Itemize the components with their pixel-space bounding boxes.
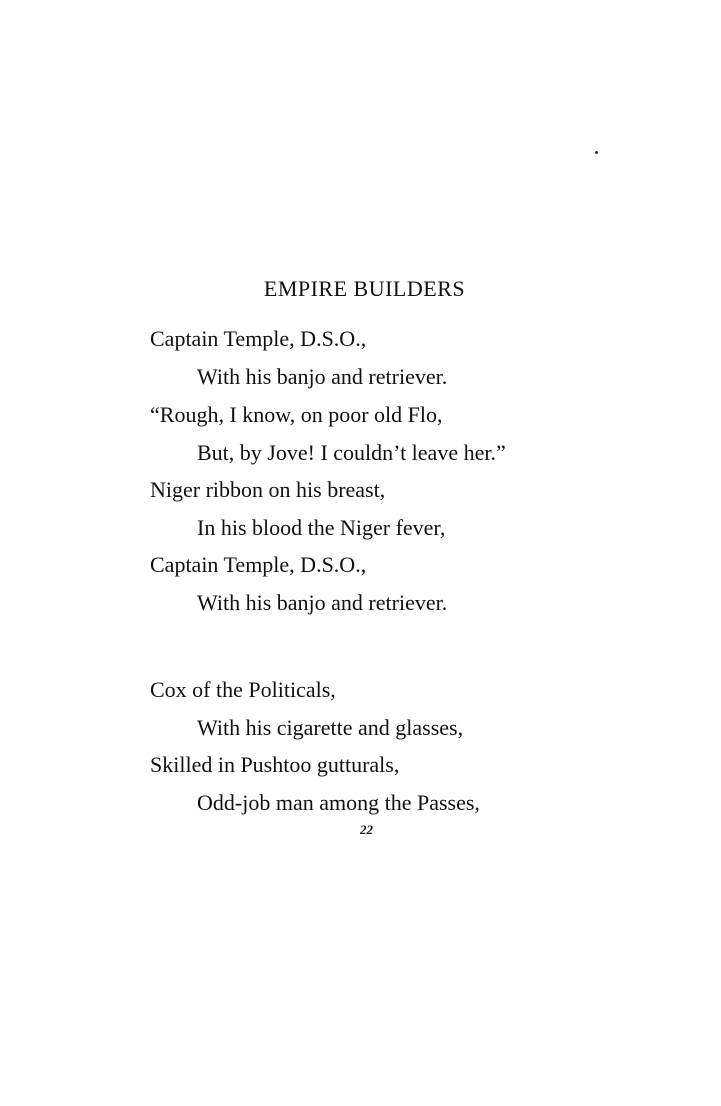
poem-line: “Rough, I know, on poor old Flo,: [150, 402, 443, 427]
poem-line: Captain Temple, D.S.O.,: [150, 552, 367, 577]
poem-line: With his banjo and retriever.: [197, 590, 448, 615]
poem-title: EMPIRE BUILDERS: [263, 276, 466, 301]
page-number: 22: [360, 822, 373, 837]
print-speck: [595, 151, 598, 154]
poem-line: Odd-job man among the Passes,: [197, 790, 480, 815]
poem-line: With his banjo and retriever.: [197, 364, 448, 389]
poem-line: Cox of the Politicals,: [150, 677, 336, 702]
poem-line: With his cigarette and glasses,: [197, 715, 464, 740]
poem-line: But, by Jove! I couldn’t leave her.”: [197, 440, 506, 465]
poem-line: Captain Temple, D.S.O.,: [150, 326, 367, 351]
poem-line: Niger ribbon on his breast,: [150, 477, 386, 502]
poem-line: Skilled in Pushtoo gutturals,: [150, 752, 400, 777]
poem-line: In his blood the Niger fever,: [197, 515, 446, 540]
